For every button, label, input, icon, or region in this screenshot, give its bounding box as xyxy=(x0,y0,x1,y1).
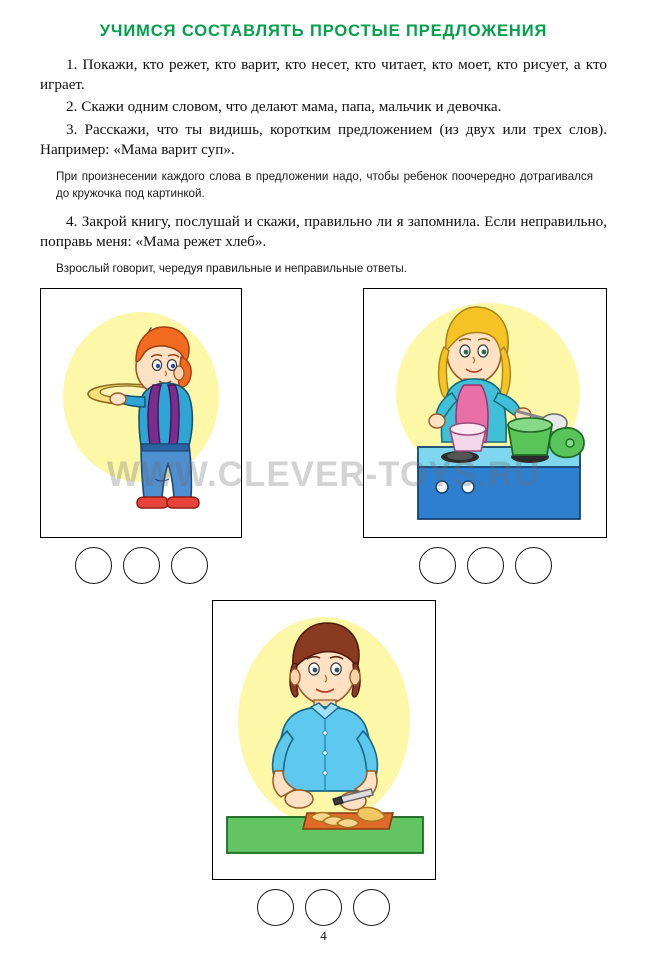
word-circle[interactable] xyxy=(257,889,294,926)
note-1: При произнесении каждого слова в предложении надо, чтобы ребенок поочередно дотрагивался до кружочка под картинкой. xyxy=(56,170,593,200)
circle-group-boy xyxy=(75,547,208,584)
word-circle[interactable] xyxy=(515,547,552,584)
picture-block-father xyxy=(212,600,436,926)
picture-block-mother xyxy=(363,288,607,584)
note-2: Взрослый говорит, чередуя правильные и неправильные ответы. xyxy=(56,262,407,276)
word-circle[interactable] xyxy=(75,547,112,584)
circle-group-mother xyxy=(419,547,552,584)
illustration-boy-carrying-plate xyxy=(40,288,242,538)
task-1: 1. Покажи, кто режет, кто варит, кто несет, кто читает, кто моет, кто рисует, а кто играет. xyxy=(40,56,607,94)
watermark: WWW.CLEVER-TOYS.RU xyxy=(106,455,541,494)
word-circle[interactable] xyxy=(467,547,504,584)
word-circle[interactable] xyxy=(353,889,390,926)
word-circle[interactable] xyxy=(305,889,342,926)
page-title: УЧИМСЯ СОСТАВЛЯТЬ ПРОСТЫЕ ПРЕДЛОЖЕНИЯ xyxy=(99,22,548,40)
word-circle[interactable] xyxy=(123,547,160,584)
circle-group-father xyxy=(257,889,390,926)
task-4: 4. Закрой книгу, послушай и скажи, правильно ли я запомнила. Если неправильно, поправь меня: «Мама режет хлеб». xyxy=(40,212,607,250)
picture-block-boy xyxy=(40,288,242,584)
illustration-father-cutting-bread xyxy=(212,600,436,880)
illustration-mother-cooking-soup xyxy=(363,288,607,538)
task-2: 2. Скажи одним словом, что делают мама, папа, мальчик и девочка. xyxy=(66,98,502,116)
word-circle[interactable] xyxy=(419,547,456,584)
picture-row-1 xyxy=(40,288,607,584)
task-3: 3. Расскажи, что ты видишь, коротким предложением (из двух или трех слов). Например: «Мама варит суп». xyxy=(40,120,607,158)
word-circle[interactable] xyxy=(171,547,208,584)
picture-row-2 xyxy=(40,600,607,926)
page-number: 4 xyxy=(320,928,327,943)
